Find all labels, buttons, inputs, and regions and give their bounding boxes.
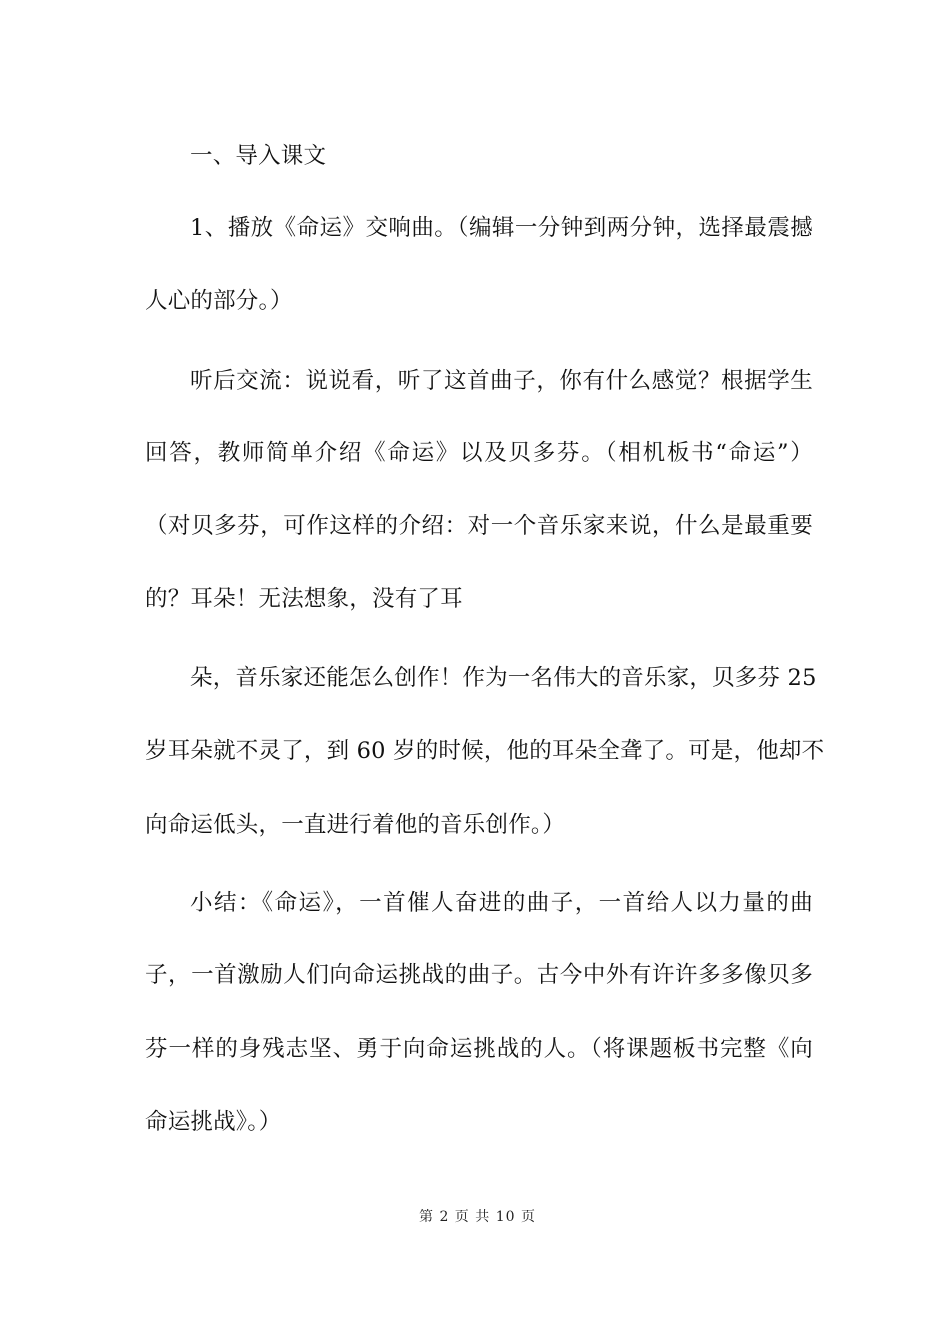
paragraph-line: 小结：《命运》，一首催人奋进的曲子，一首给人以力量的曲 <box>190 890 813 916</box>
page-footer <box>0 1207 950 1227</box>
paragraph-line: 的？耳朵！无法想象，没有了耳 <box>145 586 463 612</box>
paragraph-line: 人心的部分。） <box>145 288 293 314</box>
paragraph-line: 朵，音乐家还能怎么创作！作为一名伟大的音乐家，贝多芬 25 <box>190 665 817 691</box>
paragraph-line: 听后交流：说说看，听了这首曲子，你有什么感觉？根据学生 <box>190 368 813 394</box>
paragraph-line: 命运挑战》。） <box>145 1109 282 1135</box>
paragraph-line: 1、播放《命运》交响曲。（编辑一分钟到两分钟，选择最震撼 <box>190 215 813 241</box>
paragraph-line: 向命运低头，一直进行着他的音乐创作。） <box>145 812 566 838</box>
paragraph-line: 回答，教师简单介绍《命运》以及贝多芬。（相机板书“命运”） <box>145 440 813 466</box>
paragraph-line: （对贝多芬，可作这样的介绍：对一个音乐家来说，什么是最重要 <box>145 513 813 539</box>
section-heading: 一、导入课文 <box>190 143 327 169</box>
paragraph-line: 岁耳朵就不灵了，到 60 岁的时候，他的耳朵全聋了。可是，他却不 <box>145 738 825 764</box>
page-number-label: 第 2 页 共 10 页 <box>419 1209 536 1225</box>
paragraph-line: 子，一首激励人们向命运挑战的曲子。古今中外有许许多多像贝多 <box>145 962 813 988</box>
paragraph-line: 芬一样的身残志坚、勇于向命运挑战的人。（将课题板书完整《向 <box>145 1036 813 1062</box>
